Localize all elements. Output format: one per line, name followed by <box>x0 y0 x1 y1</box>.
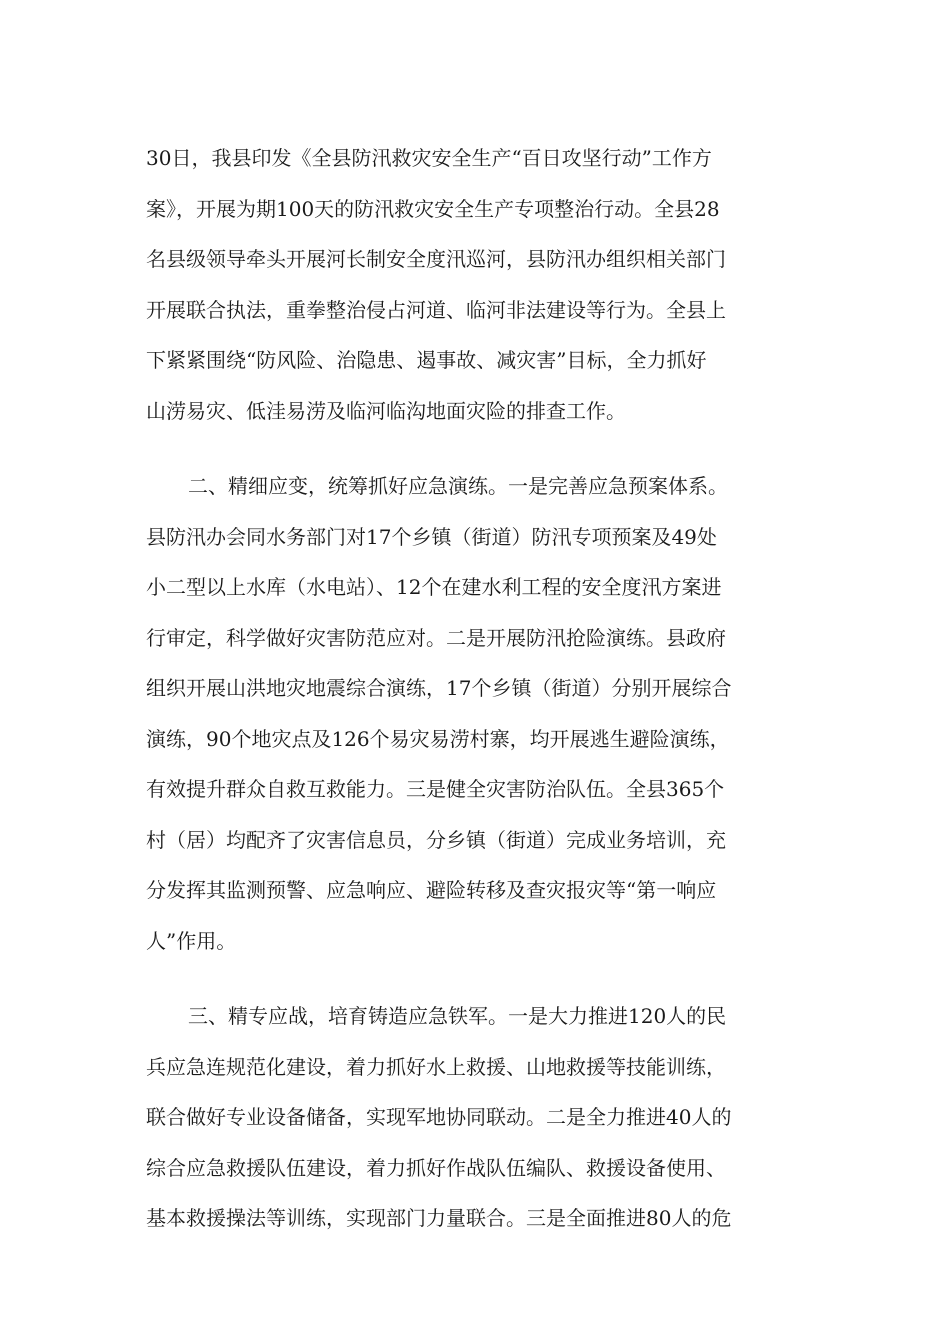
text-line: 有效提升群众自救互救能力。三是健全灾害防治队伍。全县365个 <box>146 777 725 801</box>
text-line: 演练，90个地灾点及126个易灾易涝村寨，均开展逃生避险演练， <box>146 726 730 751</box>
text-line: 联合做好专业设备储备，实现军地协同联动。二是全力推进40人的 <box>146 1105 732 1129</box>
text-line: 兵应急连规范化建设，着力抓好水上救援、山地救援等技能训练， <box>146 1054 726 1079</box>
paragraph-3 <box>146 991 806 1244</box>
text-line: 人”作用。 <box>146 928 237 953</box>
paragraph-1 <box>146 133 806 436</box>
text-line: 名县级领导牵头开展河长制安全度汛巡河，县防汛办组织相关部门 <box>146 247 726 271</box>
paragraph-gap <box>146 436 806 461</box>
text-line: 开展联合执法，重拳整治侵占河道、临河非法建设等行为。全县上 <box>146 297 726 322</box>
text-line: 综合应急救援队伍建设，着力抓好作战队伍编队、救援设备使用、 <box>146 1155 726 1180</box>
text-line: 二、精细应变，统筹抓好应急演练。一是完善应急预案体系。 <box>188 474 728 498</box>
text-line: 山涝易灾、低洼易涝及临河临沟地面灾险的排查工作。 <box>146 398 626 423</box>
text-line: 组织开展山洪地灾地震综合演练，17个乡镇（街道）分别开展综合 <box>146 676 732 700</box>
document-body <box>146 133 806 1244</box>
text-line: 行审定，科学做好灾害防范应对。二是开展防汛抢险演练。县政府 <box>146 625 726 650</box>
text-line: 村（居）均配齐了灾害信息员，分乡镇（街道）完成业务培训，充 <box>146 827 726 852</box>
text-line: 分发挥其监测预警、应急响应、避险转移及查灾报灾等“第一响应 <box>146 878 717 902</box>
text-line: 下紧紧围绕“防风险、治隐患、遏事故、减灾害”目标，全力抓好 <box>146 348 707 372</box>
text-line: 县防汛办会同水务部门对17个乡镇（街道）防汛专项预案及49处 <box>146 524 717 549</box>
text-line: 小二型以上水库（水电站）、12个在建水利工程的安全度汛方案进 <box>146 575 722 599</box>
text-line: 基本救援操法等训练，实现部门力量联合。三是全面推进80人的危 <box>146 1206 732 1230</box>
paragraph-gap <box>146 966 806 991</box>
paragraph-2 <box>146 461 806 966</box>
text-line: 三、精专应战，培育铸造应急铁军。一是大力推进120人的民 <box>188 1004 727 1028</box>
text-line: 30日，我县印发《全县防汛救灾安全生产“百日攻坚行动”工作方 <box>146 146 712 170</box>
text-line: 案》，开展为期100天的防汛救灾安全生产专项整治行动。全县28 <box>146 196 720 221</box>
